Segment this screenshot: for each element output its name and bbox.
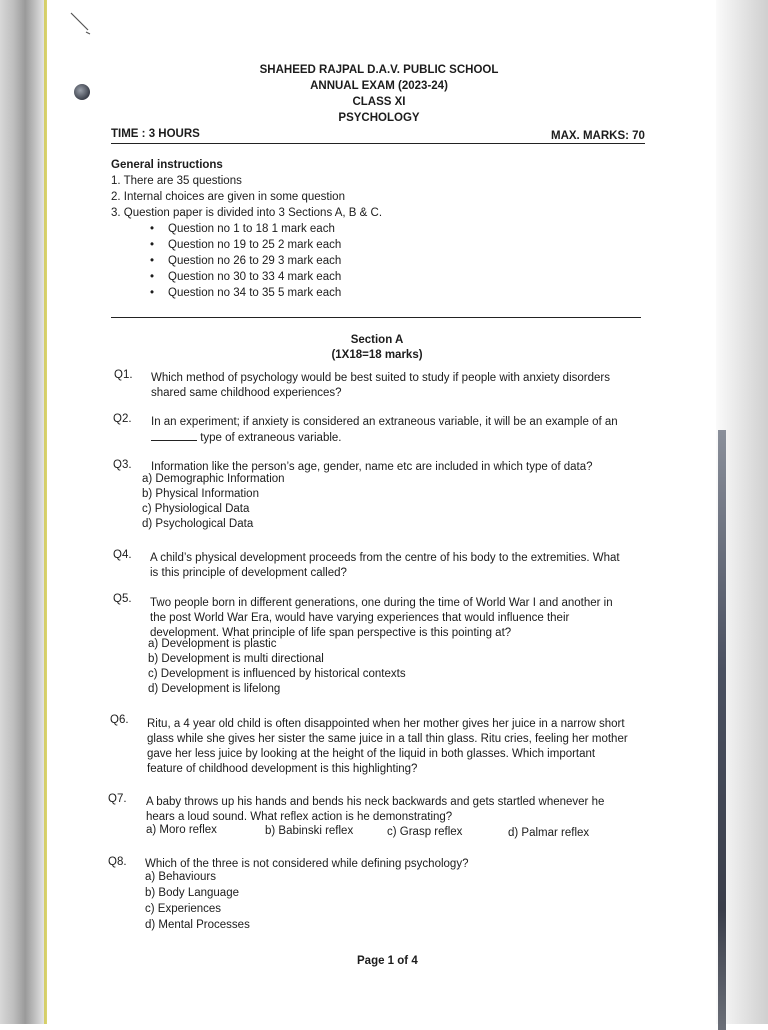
- instructions-heading: General instructions: [111, 159, 223, 171]
- marks-bullet-item: • Question no 1 to 18 1 mark each: [150, 223, 335, 235]
- question-number: Q3.: [113, 459, 132, 471]
- question-number: Q2.: [113, 413, 132, 425]
- marks-bullet-item: • Question no 30 to 33 4 mark each: [150, 271, 342, 283]
- question-text: Which method of psychology would be best suited to study if people with anxiety disorders shared same childhood experiences?: [151, 372, 610, 399]
- scan-right-shadow: [718, 430, 726, 1030]
- question-number: Q5.: [113, 593, 132, 605]
- answer-option: c) Grasp reflex: [387, 826, 463, 838]
- answer-option: a) Moro reflex: [146, 824, 217, 836]
- question-number: Q4.: [113, 549, 132, 561]
- question-number: Q7.: [108, 793, 127, 805]
- time-label: TIME : 3 HOURS: [111, 128, 200, 140]
- marks-bullet-item: • Question no 26 to 29 3 mark each: [150, 255, 342, 267]
- subject-label: PSYCHOLOGY: [338, 112, 420, 124]
- instruction-item: 2. Internal choices are given in some question: [111, 191, 345, 203]
- question-text: Ritu, a 4 year old child is often disappointed when her mother gives her juice in a narrow short glass while she gives her sister the same juice in a tall thin glass. Ritu cries, feeling her mother gave her less juice by looking at the height of the liquid in both glasses. Which important feature of childhood development is this highlighting?: [147, 718, 628, 775]
- answer-option: c) Experiences: [145, 903, 222, 915]
- answer-option: d) Palmar reflex: [508, 827, 590, 839]
- question-number: Q1.: [114, 369, 133, 381]
- marks-bullet-item: • Question no 34 to 35 5 mark each: [150, 287, 342, 299]
- question-number: Q6.: [110, 714, 129, 726]
- answer-option: c) Physiological Data: [142, 503, 250, 515]
- section-divider: [111, 317, 641, 318]
- scan-left-stripe: [44, 0, 47, 1024]
- answer-option: a) Demographic Information: [142, 473, 285, 485]
- page-number: Page 1 of 4: [357, 955, 418, 967]
- question-text: A baby throws up his hands and bends his neck backwards and gets startled whenever he hears a loud sound. What reflex action is he demonstrating?: [146, 796, 605, 823]
- section-marks: (1X18=18 marks): [331, 349, 423, 361]
- header-rule: [111, 143, 645, 144]
- answer-option: b) Development is multi directional: [148, 653, 324, 665]
- school-name: SHAHEED RAJPAL D.A.V. PUBLIC SCHOOL: [259, 64, 499, 76]
- answer-option: d) Psychological Data: [142, 518, 254, 530]
- answer-option: b) Physical Information: [142, 488, 259, 500]
- question-text: Which of the three is not considered while defining psychology?: [145, 858, 469, 870]
- answer-option: a) Development is plastic: [148, 638, 277, 650]
- max-marks-label: MAX. MARKS: 70: [551, 130, 645, 142]
- instruction-item: 3. Question paper is divided into 3 Sections A, B & C.: [111, 207, 383, 219]
- answer-option: d) Development is lifelong: [148, 683, 281, 695]
- answer-option: a) Behaviours: [145, 871, 216, 883]
- answer-option: d) Mental Processes: [145, 919, 250, 931]
- answer-option: b) Body Language: [145, 887, 239, 899]
- class-label: CLASS XI: [352, 96, 406, 108]
- answer-option: b) Babinski reflex: [265, 825, 354, 837]
- answer-option: c) Development is influenced by historical contexts: [148, 668, 406, 680]
- scan-left-edge: [0, 0, 46, 1024]
- question-text: A child’s physical development proceeds from the centre of his body to the extremities. What is this principle of development called?: [150, 552, 620, 579]
- question-text: In an experiment; if anxiety is considered an extraneous variable, it will be an example of an type of extraneous variable.: [151, 416, 618, 444]
- question-text: Information like the person’s age, gender, name etc are included in which type of data?: [151, 461, 593, 473]
- section-title: Section A: [350, 334, 404, 346]
- exam-title: ANNUAL EXAM (2023-24): [310, 80, 448, 92]
- marks-bullet-item: • Question no 19 to 25 2 mark each: [150, 239, 342, 251]
- question-number: Q8.: [108, 856, 127, 868]
- pen-mark-icon: [68, 10, 94, 36]
- question-text: Two people born in different generations, one during the time of World War I and another in the post World War Era, would have varying experiences that would influence their development. What principle of life span perspective is this pointing at?: [150, 597, 613, 639]
- instruction-item: 1. There are 35 questions: [111, 175, 242, 187]
- answer-blank: [151, 430, 197, 441]
